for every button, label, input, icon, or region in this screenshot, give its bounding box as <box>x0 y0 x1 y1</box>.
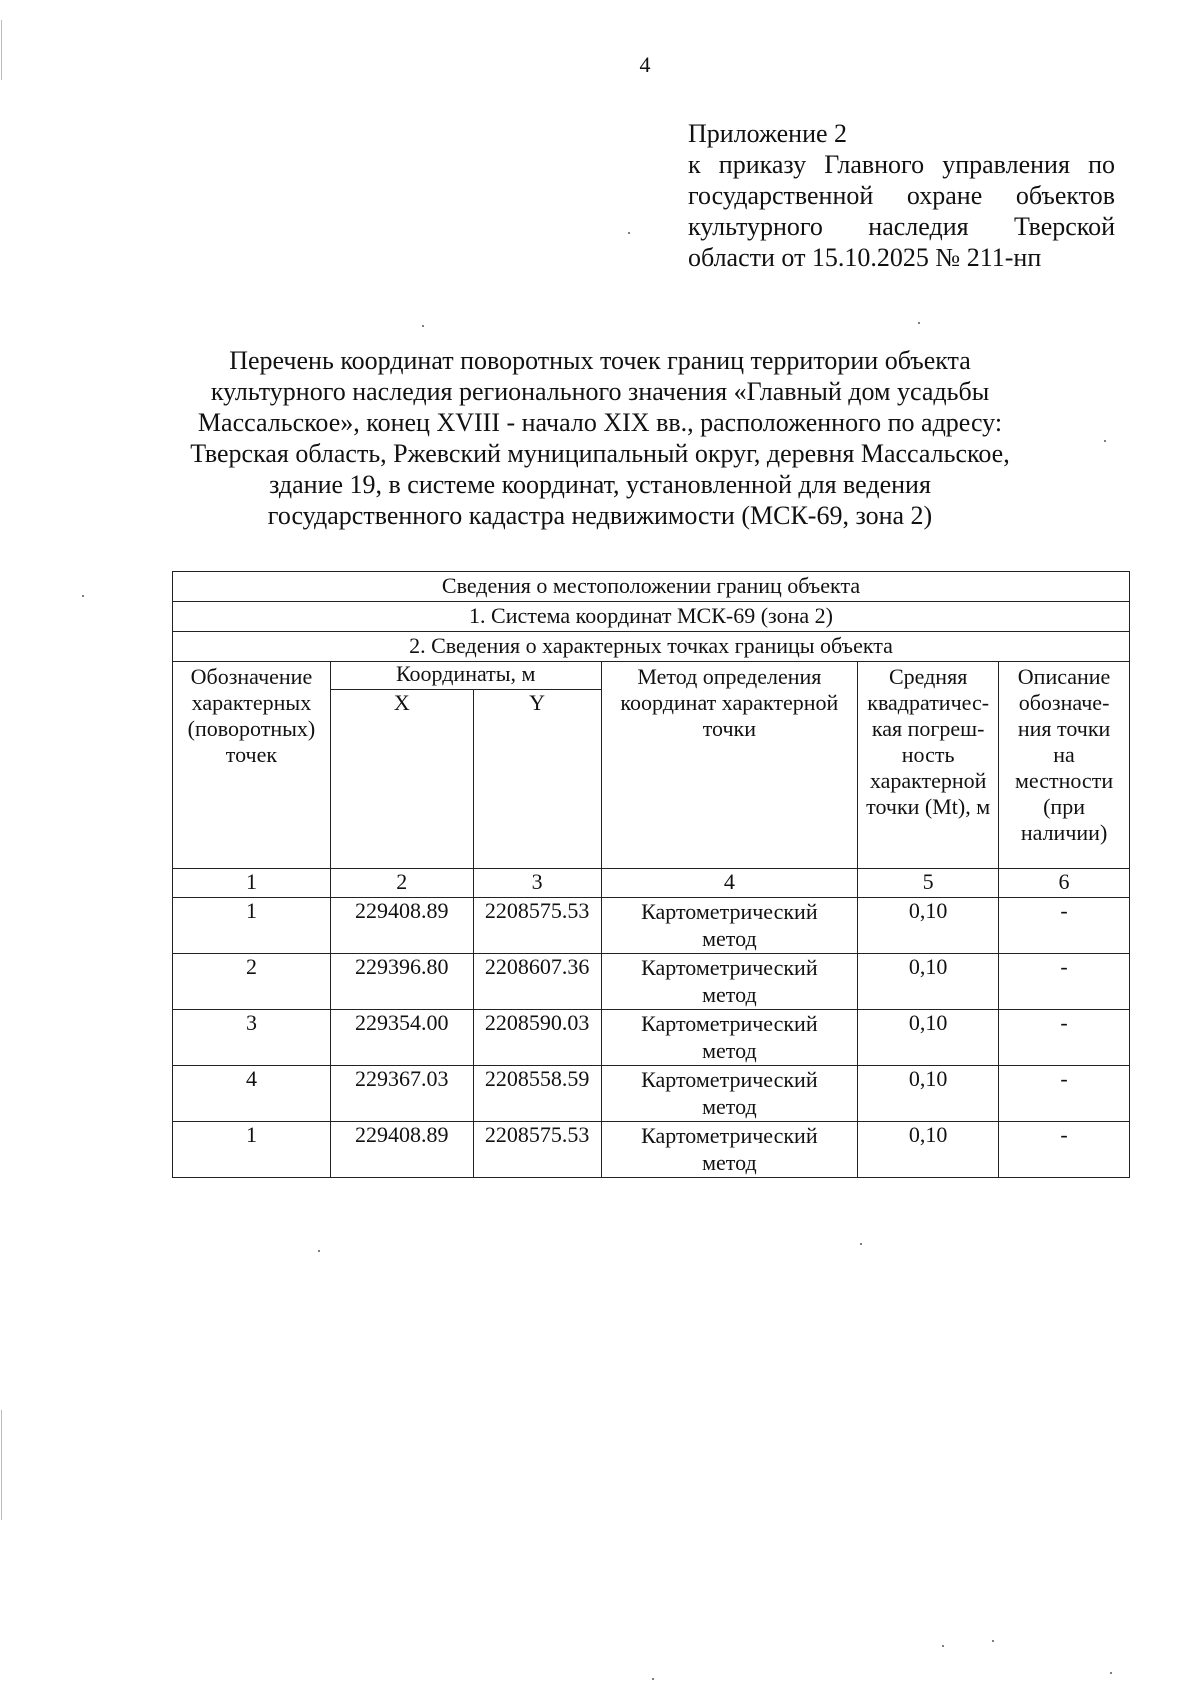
appendix-title: Приложение 2 <box>688 119 848 148</box>
x-cell: 229408.89 <box>330 1122 473 1178</box>
description-cell: - <box>999 1066 1130 1122</box>
point-cell: 4 <box>173 1066 331 1122</box>
scan-speck <box>82 595 84 597</box>
error-cell: 0,10 <box>858 1010 999 1066</box>
table-section-row <box>173 602 1130 632</box>
x-cell: 229408.89 <box>330 898 473 954</box>
header-method: Метод определения координат характерной точки <box>601 662 858 869</box>
header-coordinates: Координаты, м <box>330 662 601 690</box>
y-cell: 2208590.03 <box>473 1010 601 1066</box>
table-section-row <box>173 632 1130 662</box>
description-cell: - <box>999 1010 1130 1066</box>
y-cell: 2208607.36 <box>473 954 601 1010</box>
scan-speck <box>1110 1672 1112 1674</box>
description-cell: - <box>999 1122 1130 1178</box>
scan-speck <box>628 232 630 234</box>
scan-speck <box>942 1645 944 1647</box>
scan-edge-mark <box>1 1410 2 1520</box>
column-number: 3 <box>473 869 601 898</box>
scan-speck <box>652 1678 654 1680</box>
method-cell: Картометрический метод <box>601 898 858 954</box>
header-x: X <box>330 690 473 869</box>
scan-speck <box>1104 440 1106 442</box>
table-row <box>173 1066 1130 1122</box>
table-row <box>173 1010 1130 1066</box>
section-title-cell: Сведения о местоположении границ объекта <box>173 572 1130 602</box>
method-cell: Картометрический метод <box>601 954 858 1010</box>
error-cell: 0,10 <box>858 898 999 954</box>
description-cell: - <box>999 898 1130 954</box>
method-cell: Картометрический метод <box>601 1066 858 1122</box>
error-cell: 0,10 <box>858 1122 999 1178</box>
appendix-line: области от 15.10.2025 № 211-нп <box>688 243 1042 272</box>
header-description: Описание обозначе- ния точки на местности (при наличии) <box>999 662 1130 869</box>
method-cell: Картометрический метод <box>601 1010 858 1066</box>
header-error: Средняя квадратичес- кая погреш- ность характерной точки (Mt), м <box>858 662 999 869</box>
points-title-cell: 2. Сведения о характерных точках границы объекта <box>173 632 1130 662</box>
point-cell: 1 <box>173 1122 331 1178</box>
document-title-line: здание 19, в системе координат, установленной для ведения <box>269 470 931 499</box>
document-title <box>140 345 1060 531</box>
appendix-line: к приказу Главного управления по <box>688 150 1115 179</box>
document-title-line: Массальское», конец XVIII - начало XIX вв., расположенного по адресу: <box>197 408 1003 437</box>
column-numbers-row <box>173 869 1130 898</box>
table-row <box>173 898 1130 954</box>
scan-speck <box>860 1243 862 1245</box>
point-cell: 1 <box>173 898 331 954</box>
scan-edge-mark <box>1 20 2 80</box>
document-title-line: государственного кадастра недвижимости (МСК-69, зона 2) <box>267 501 933 530</box>
method-cell: Картометрический метод <box>601 1122 858 1178</box>
coordinates-table <box>172 571 1130 1178</box>
document-title-line: культурного наследия регионального значения «Главный дом усадьбы <box>210 377 990 406</box>
point-cell: 2 <box>173 954 331 1010</box>
appendix-line: государственной охране объектов <box>688 181 1115 210</box>
column-number: 2 <box>330 869 473 898</box>
x-cell: 229367.03 <box>330 1066 473 1122</box>
coord-system-cell: 1. Система координат МСК-69 (зона 2) <box>173 602 1130 632</box>
error-cell: 0,10 <box>858 954 999 1010</box>
y-cell: 2208575.53 <box>473 1122 601 1178</box>
column-number: 1 <box>173 869 331 898</box>
y-cell: 2208575.53 <box>473 898 601 954</box>
x-cell: 229396.80 <box>330 954 473 1010</box>
table-row <box>173 954 1130 1010</box>
header-y: Y <box>473 690 601 869</box>
error-cell: 0,10 <box>858 1066 999 1122</box>
column-number: 5 <box>858 869 999 898</box>
x-cell: 229354.00 <box>330 1010 473 1066</box>
scan-speck <box>918 322 920 324</box>
column-number: 6 <box>999 869 1130 898</box>
scan-speck <box>992 1640 994 1642</box>
document-title-line: Перечень координат поворотных точек границ территории объекта <box>229 346 971 375</box>
table-section-row <box>173 572 1130 602</box>
description-cell: - <box>999 954 1130 1010</box>
point-cell: 3 <box>173 1010 331 1066</box>
appendix-line: культурного наследия Тверской <box>688 212 1115 241</box>
scan-speck <box>422 325 424 327</box>
column-number: 4 <box>601 869 858 898</box>
appendix-header <box>688 118 1115 273</box>
document-title-line: Тверская область, Ржевский муниципальный округ, деревня Массальское, <box>190 439 1010 468</box>
scan-speck <box>318 1250 320 1252</box>
table-header-row <box>173 662 1130 690</box>
page-number: 4 <box>639 52 651 77</box>
table-row <box>173 1122 1130 1178</box>
y-cell: 2208558.59 <box>473 1066 601 1122</box>
header-designation: Обозначение характерных (поворотных) точек <box>173 662 331 869</box>
